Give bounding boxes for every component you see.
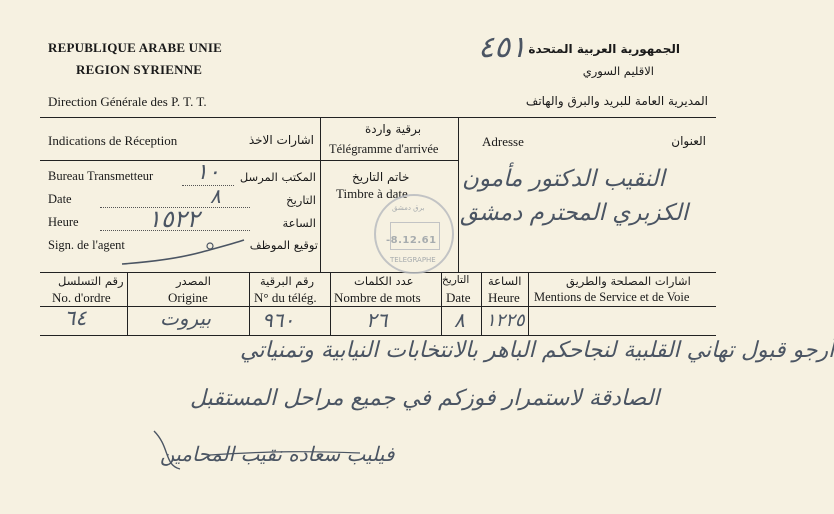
table-header-rule	[40, 306, 716, 307]
col-hour-fr: Heure	[488, 290, 520, 305]
telegram-label-fr: Télégramme d'arrivée	[329, 142, 439, 156]
row-order: ٦٤	[64, 306, 87, 330]
address-line-2: الكزبري المحترم دمشق	[460, 200, 689, 226]
message-line-3: فيليب سعاده نقيب المحامين	[160, 442, 395, 466]
col-origin-fr: Origine	[168, 290, 208, 305]
col-words-fr: Nombre de mots	[334, 290, 421, 305]
message-line-1: أرجو قبول تهاني القلبية لنجاحكم الباهر بالانتخابات النيابية وتمنياتي	[240, 338, 834, 363]
row-origin: بيروت	[160, 306, 212, 330]
col-divider-6	[528, 272, 529, 335]
col-order-ar: رقم التسلسل	[58, 274, 124, 288]
row-hour: ١٢٢٥	[486, 310, 525, 331]
table-bottom-rule	[40, 335, 716, 336]
bureau-label-fr: Bureau Transmetteur	[48, 169, 154, 183]
republic-title-ar: الجمهورية العربية المتحدة	[528, 42, 680, 56]
indications-label-ar: اشارات الاخذ	[248, 133, 314, 147]
col-hour-ar: الساعة	[488, 274, 522, 288]
col-date-fr: Date	[446, 290, 471, 305]
serial-number-handwritten: ٤٥١	[478, 30, 527, 65]
col-tel-ar: رقم البرقية	[260, 274, 315, 288]
bureau-value: ١٠	[196, 160, 220, 185]
bureau-dots	[182, 185, 234, 186]
date-label-fr: Date	[48, 192, 72, 206]
reception-title-rule	[40, 160, 320, 161]
direction-title-ar: المديرية العامة للبريد والبرق والهاتف	[525, 94, 708, 108]
address-label-ar: العنوان	[671, 134, 706, 148]
address-divider	[458, 117, 459, 272]
indications-label-fr: Indications de Réception	[48, 133, 178, 148]
col-divider-1	[127, 272, 128, 335]
message-line-2: الصادقة لاستمرار فوزكم في جميع مراحل المستقبل	[190, 386, 660, 411]
region-title-ar: الاقليم السوري	[582, 64, 654, 78]
stamp-bottom-text: TELEGRAPHE	[390, 256, 436, 264]
row-words: ٢٦	[366, 308, 388, 332]
direction-title-fr: Direction Générale des P. T. T.	[48, 94, 207, 109]
col-date-ar: التاريخ	[442, 274, 470, 286]
date-value: ٨	[210, 184, 221, 208]
col-mentions-fr: Mentions de Service et de Voie	[534, 290, 690, 304]
col-origin-ar: المصدر	[176, 274, 211, 288]
stamp-date: -8.12.61	[386, 235, 437, 246]
republic-title-fr: REPUBLIQUE ARABE UNIE	[48, 40, 222, 55]
heure-label-ar: الساعة	[282, 216, 316, 230]
row-tel: ٩٦٠	[262, 308, 295, 332]
top-rule	[40, 117, 716, 118]
address-label-fr: Adresse	[482, 134, 524, 149]
reception-divider	[320, 117, 321, 272]
col-order-fr: No. d'ordre	[52, 290, 111, 305]
bureau-label-ar: المكتب المرسل	[239, 170, 316, 184]
stamp-top-text: برق دمشق	[392, 204, 425, 212]
col-words-ar: عدد الكلمات	[354, 274, 414, 288]
heure-label-fr: Heure	[48, 215, 79, 229]
col-tel-fr: N° du télég.	[254, 290, 317, 305]
row-date: ٨	[454, 308, 465, 332]
col-mentions-ar: اشارات المصلحة والطريق	[566, 274, 691, 288]
region-title-fr: REGION SYRIENNE	[76, 62, 203, 77]
telegram-label-ar: برقية واردة	[365, 122, 422, 136]
telegram-title-rule	[320, 160, 458, 161]
col-divider-5	[481, 272, 482, 335]
sign-label-ar: توقيع الموظف	[249, 238, 318, 252]
message-underline-strokes	[150, 425, 370, 475]
address-line-1: النقيب الدكتور مأمون	[462, 166, 665, 192]
date-label-ar: التاريخ	[286, 193, 316, 207]
sign-label-fr: Sign. de l'agent	[48, 238, 125, 252]
agent-signature	[120, 232, 250, 272]
date-stamp	[374, 194, 454, 274]
heure-value: ١٥٢٢	[148, 205, 200, 233]
timbre-label-fr: Timbre à date	[336, 186, 408, 201]
khatem-label-ar: خاتم التاريخ	[352, 170, 410, 184]
col-divider-2	[249, 272, 250, 335]
col-divider-3	[330, 272, 331, 335]
